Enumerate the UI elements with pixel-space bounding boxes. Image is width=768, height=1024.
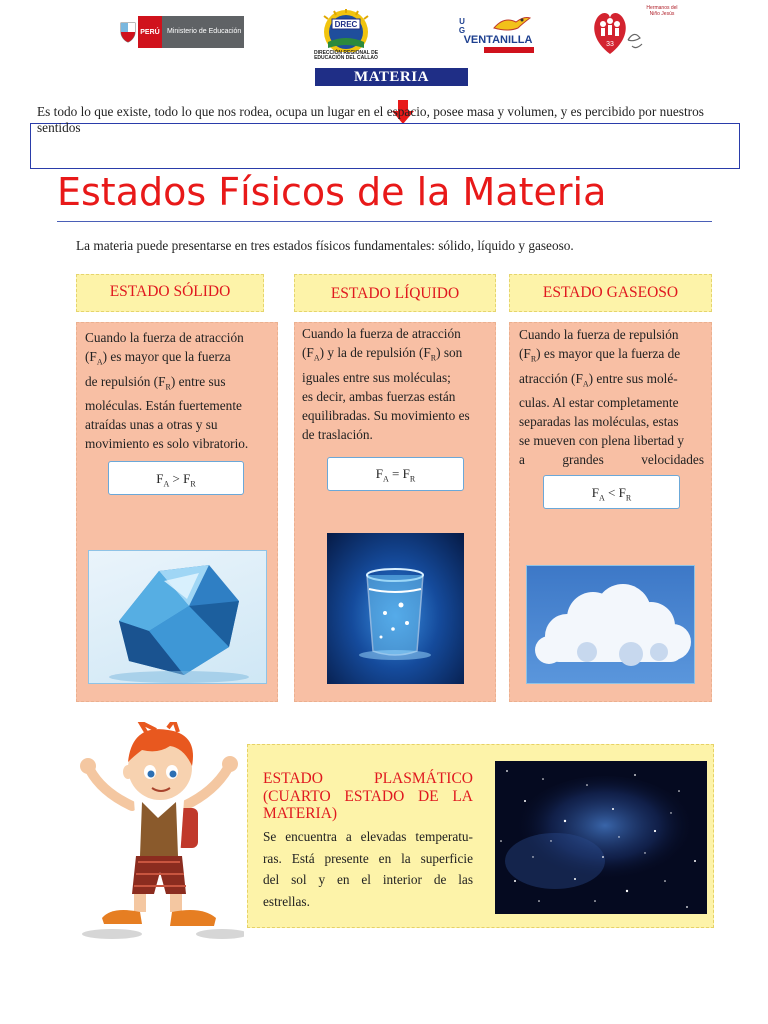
peru-ministry-logo	[118, 16, 244, 48]
boy-cartoon-illustration	[72, 722, 244, 942]
cloud-image	[526, 565, 695, 684]
gas-description: Cuando la fuerza de repulsión $(F_R)$ es mayor que la fuerza de atracción $(F_A)$ entre sus molé- culas. Al estar completamente separadas las moléculas, estas se mueven con plena libertad y a grandes velocidades	[519, 327, 704, 468]
drec-acronym: DREC	[334, 20, 358, 29]
page-title: Estados Físicos de la Materia	[57, 170, 607, 214]
school-logo	[590, 6, 680, 58]
ugel-name: VENTANILLA	[463, 34, 533, 46]
space-nebula-image	[495, 761, 707, 914]
header-solid	[76, 274, 264, 312]
drec-logo	[306, 6, 386, 62]
liquid-force-relation: $F_A = F_R$	[327, 457, 464, 491]
liquid-description: Cuando la fuerza de atracción $(F_A)$ y la de repulsión $(F_R)$ son iguales entre sus moléculas; es decir, ambas fuerzas están equilibradas. Su movimiento es de traslación.	[302, 326, 470, 442]
ugel-ventanilla-logo	[456, 14, 540, 56]
plasma-title: ESTADO PLASMÁTICO (CUARTO ESTADO DE LA MATERIA)	[263, 770, 473, 822]
intro-text: La materia puede presentarse en tres estados físicos fundamentales: sólido, líquido y gaseoso.	[76, 238, 574, 253]
header-gas	[509, 274, 712, 312]
drec-fullname: DIRECCIÓN REGIONAL DE EDUCACIÓN DEL CALLAO	[313, 50, 379, 62]
solid-force-relation: $F_A > F_R$	[108, 461, 244, 495]
header-gas-label: ESTADO GASEOSO	[542, 284, 679, 301]
title-underline	[57, 221, 712, 222]
heart-children-icon	[590, 6, 646, 58]
water-glass-image	[327, 533, 464, 684]
plasma-description: Se encuentra a elevadas temperatu- ras. Está presente en la superficie del sol y en el interior de las estrellas.	[263, 829, 473, 909]
peru-label: PERÚ	[138, 16, 162, 48]
header-solid-label: ESTADO SÓLIDO	[109, 283, 231, 300]
materia-banner: MATERIA	[315, 68, 468, 86]
ministry-label: Ministerio de Educación	[162, 16, 244, 48]
solid-description: Cuando la fuerza de atracción $(F_A)$ es mayor que la fuerza de repulsión $(F_R)$ entre sus moléculas. Están fuertemente atraídas unas a otras y su movimiento es solo vibratorio.	[85, 330, 249, 452]
ugel-flag	[484, 47, 534, 53]
peru-shield-icon	[118, 16, 138, 48]
ugel-letters: U G	[458, 17, 466, 35]
header-liquid	[294, 274, 496, 312]
gas-force-relation: $F_A < F_R$	[543, 475, 680, 509]
school-number: 33	[606, 41, 614, 48]
crystal-image	[88, 550, 267, 684]
ugel-bird-icon	[492, 14, 532, 34]
definition-text: Es todo lo que existe, todo lo que nos rodea, ocupa un lugar en el espacio, posee masa y volumen, y es percibido por nuestros sentidos	[37, 104, 704, 135]
drec-emblem-icon	[306, 6, 386, 52]
header-liquid-label: ESTADO LÍQUIDO	[330, 285, 460, 302]
school-name: Hermanos del Niño Jesús	[646, 5, 678, 17]
